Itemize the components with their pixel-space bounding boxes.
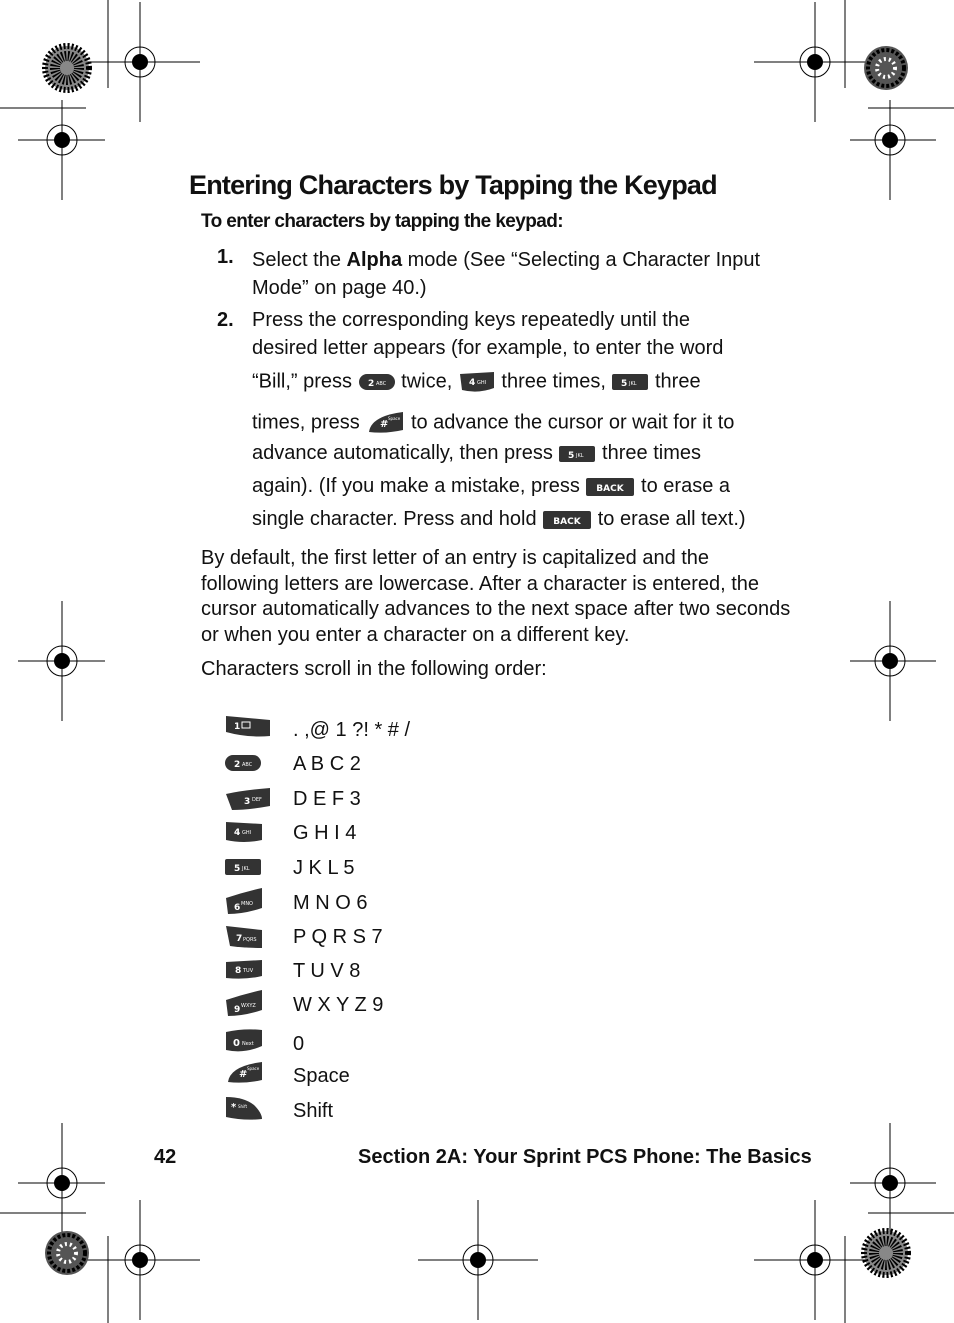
order-chars: J K L 5 bbox=[293, 857, 355, 879]
key-9-sub: WXYZ bbox=[241, 1003, 256, 1009]
step-2-line-4 bbox=[252, 410, 734, 436]
key-2-label: 2 bbox=[234, 760, 241, 770]
step-1-text bbox=[252, 246, 792, 302]
section-heading: Entering Characters by Tapping the Keypad bbox=[189, 170, 717, 200]
step-2-line-5b: three times bbox=[602, 442, 701, 464]
key-7-pqrs-icon bbox=[224, 924, 264, 955]
step-number-1: 1. bbox=[217, 246, 234, 268]
key-4-sub: GHI bbox=[476, 380, 486, 386]
key-pound-label: # bbox=[380, 419, 389, 430]
order-row-key-3 bbox=[224, 786, 624, 816]
step-2-line-7 bbox=[252, 508, 746, 531]
step-2-line-7a: single character. Press and hold bbox=[252, 508, 537, 530]
key-2-label: 2 bbox=[367, 379, 374, 389]
alpha-mode-label: Alpha bbox=[346, 249, 403, 271]
key-star-shift-icon bbox=[224, 1095, 264, 1126]
order-chars: M N O 6 bbox=[293, 892, 368, 914]
step-2-line-3b: twice, bbox=[401, 370, 453, 393]
key-7-label: 7 bbox=[236, 934, 243, 944]
key-4-sub: GHI bbox=[242, 830, 252, 836]
step-2-line-4b: to advance the cursor or wait for it to bbox=[410, 411, 735, 434]
key-1-voicemail-icon bbox=[224, 714, 272, 743]
key-0-label: 0 bbox=[233, 1038, 240, 1049]
scroll-order-intro: Characters scroll in the following order: bbox=[201, 658, 547, 680]
step-2-line-6 bbox=[252, 475, 730, 498]
order-chars: P Q R S 7 bbox=[293, 926, 383, 948]
order-chars: A B C 2 bbox=[293, 753, 361, 775]
back-key-icon bbox=[542, 509, 592, 531]
order-row-key-8 bbox=[224, 958, 624, 988]
order-row-key-star bbox=[224, 1095, 624, 1125]
order-row-key-pound bbox=[224, 1060, 624, 1090]
step-2-line-7b: to erase all text.) bbox=[597, 508, 746, 530]
step-2-line-4a: times, press bbox=[252, 411, 360, 434]
key-0-next-icon bbox=[224, 1028, 264, 1059]
subheading: To enter characters by tapping the keypad: bbox=[201, 211, 563, 232]
step-2-line-1: Press the corresponding keys repeatedly until the bbox=[252, 309, 691, 331]
back-key-icon bbox=[585, 476, 635, 498]
key-5-sub: JKL bbox=[242, 866, 250, 872]
key-5-sub: JKL bbox=[576, 452, 585, 459]
order-row-key-9 bbox=[224, 990, 624, 1020]
key-5-jkl-icon bbox=[224, 857, 262, 882]
key-0-sub: Next bbox=[242, 1041, 254, 1047]
step-2-line-2: desired letter appears (for example, to enter the word bbox=[252, 337, 724, 359]
step-2-line-5 bbox=[252, 442, 701, 465]
key-8-tuv-icon bbox=[224, 958, 264, 987]
key-pound-sub: Space bbox=[388, 416, 401, 421]
step-number-2: 2. bbox=[217, 309, 234, 331]
key-5-sub: JKL bbox=[629, 381, 637, 387]
key-2-sub: ABC bbox=[242, 762, 253, 768]
order-chars: 0 bbox=[293, 1033, 305, 1055]
order-row-key-0 bbox=[224, 1028, 624, 1058]
key-pound-label: # bbox=[239, 1069, 248, 1080]
key-5-jkl-icon bbox=[611, 372, 649, 392]
step-2-line-6b: to erase a bbox=[641, 475, 730, 497]
key-2-abc-icon bbox=[224, 753, 262, 778]
key-6-label: 6 bbox=[234, 903, 241, 913]
page-number: 42 bbox=[154, 1146, 177, 1168]
key-5-label: 5 bbox=[234, 864, 241, 874]
step-2-line-3d: three bbox=[655, 370, 701, 393]
key-2-sub: ABC bbox=[375, 381, 386, 387]
order-chars: D E F 3 bbox=[293, 788, 361, 810]
key-2-abc-icon bbox=[358, 372, 396, 392]
key-pound-space-icon bbox=[365, 410, 405, 436]
order-chars: W X Y Z 9 bbox=[293, 994, 384, 1016]
back-key-label: BACK bbox=[596, 483, 625, 494]
key-star-label: * bbox=[231, 1102, 237, 1113]
key-4-ghi-icon bbox=[458, 370, 496, 394]
order-row-key-7 bbox=[224, 924, 624, 954]
step-2-line-6a: again). (If you make a mistake, press bbox=[252, 475, 580, 497]
section-title: Section 2A: Your Sprint PCS Phone: The Basics bbox=[358, 1146, 812, 1168]
order-chars: T U V 8 bbox=[293, 960, 361, 982]
order-chars: Space bbox=[293, 1065, 350, 1087]
key-5-label: 5 bbox=[568, 450, 575, 461]
key-5-jkl-icon bbox=[558, 444, 596, 464]
order-row-key-5 bbox=[224, 857, 624, 887]
key-3-def-icon bbox=[224, 786, 272, 817]
key-3-sub: DEF bbox=[252, 797, 262, 803]
key-4-label: 4 bbox=[468, 378, 476, 388]
key-pound-space-icon bbox=[224, 1060, 264, 1091]
key-8-label: 8 bbox=[235, 966, 242, 976]
key-6-sub: MNO bbox=[241, 901, 253, 907]
order-chars: Shift bbox=[293, 1100, 334, 1122]
order-row-key-2 bbox=[224, 753, 624, 783]
order-row-key-1 bbox=[224, 714, 624, 744]
key-6-mno-icon bbox=[224, 888, 264, 921]
back-key-label: BACK bbox=[553, 516, 581, 527]
key-7-sub: PQRS bbox=[243, 937, 257, 943]
step-2-line-3 bbox=[252, 370, 701, 394]
key-9-wxyz-icon bbox=[224, 990, 264, 1023]
order-row-key-4 bbox=[224, 820, 624, 850]
key-4-ghi-icon bbox=[224, 820, 264, 849]
step-2-line-3c: three times, bbox=[501, 370, 606, 393]
order-chars: G H I 4 bbox=[293, 822, 357, 844]
key-pound-sub: Space bbox=[247, 1066, 260, 1071]
default-capitalization-paragraph: By default, the first letter of an entry is capitalized and the following letters are lowercase. After a character is entered, the cursor automatically advances to the next space after two seconds or when you enter a character on a different key. bbox=[201, 547, 791, 647]
key-star-sub: Shift bbox=[238, 1104, 248, 1109]
step-1-pre: Select the bbox=[252, 249, 347, 271]
key-9-label: 9 bbox=[234, 1005, 241, 1015]
key-8-sub: TUV bbox=[243, 968, 254, 974]
step-2-line-3a: “Bill,” press bbox=[252, 370, 353, 393]
order-row-key-6 bbox=[224, 888, 624, 918]
step-2-line-5a: advance automatically, then press bbox=[252, 442, 553, 464]
key-4-label: 4 bbox=[234, 828, 241, 838]
order-chars: . ,@ 1 ?! * # / bbox=[293, 719, 411, 741]
step-1-post: mode (See “Selecting a Character Input Mode” on page 40.) bbox=[252, 249, 761, 299]
key-3-label: 3 bbox=[244, 797, 251, 807]
key-1-label: 1 bbox=[234, 722, 241, 732]
key-5-label: 5 bbox=[621, 379, 628, 389]
